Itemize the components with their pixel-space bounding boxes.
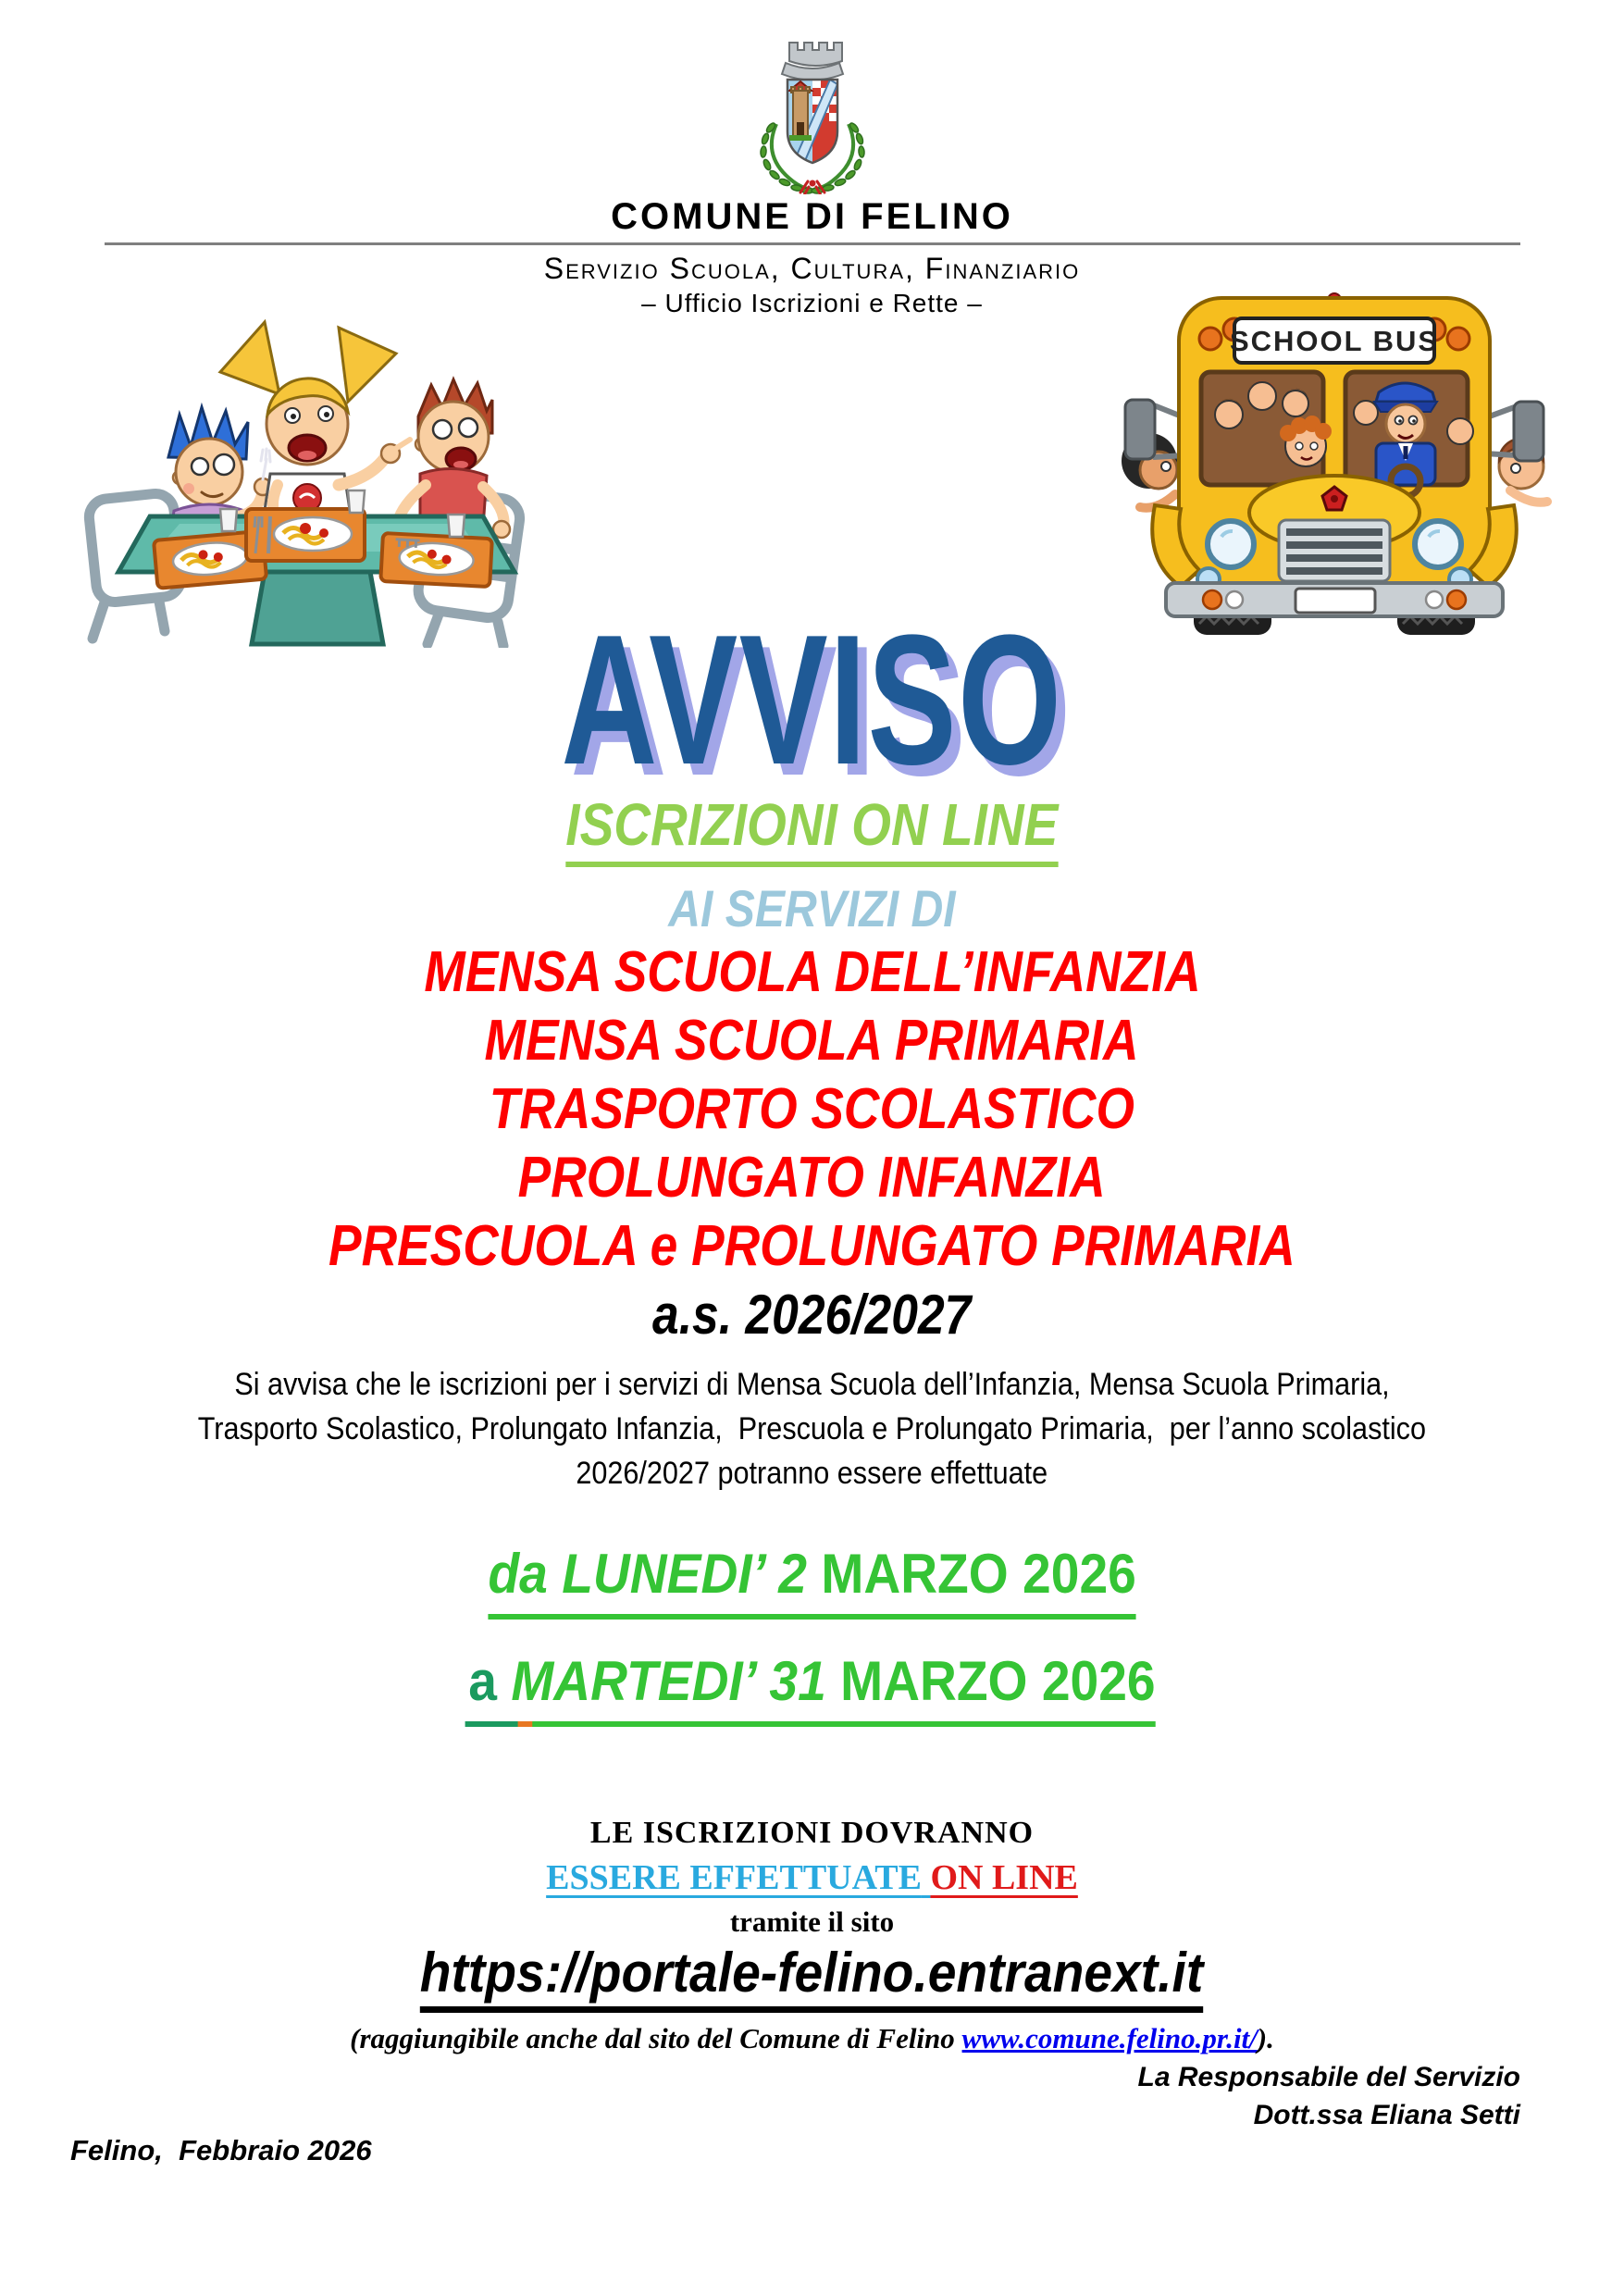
signature-block xyxy=(1138,2058,1520,2134)
header-divider xyxy=(105,242,1520,245)
department-line: Servizio Scuola, Cultura, Finanziario xyxy=(543,252,1081,285)
note-line: (raggiungibile anche dal sito del Comune di Felino www.comune.felino.pr.it/). xyxy=(350,2022,1274,2054)
license-plate xyxy=(1295,589,1375,613)
children-lunch-clipart xyxy=(65,276,540,648)
service-item: MENSA SCUOLA PRIMARIA xyxy=(484,1009,1139,1073)
service-item: MENSA SCUOLA DELL’INFANZIA xyxy=(423,940,1201,1004)
instruction-online-blue: ESSERE EFFETTUATE xyxy=(546,1858,922,1897)
office-line: – Ufficio Iscrizioni e Rette – xyxy=(641,289,983,317)
date-from-text: da LUNEDI’ 2 MARZO 2026 xyxy=(488,1542,1135,1620)
date-to xyxy=(0,1649,1624,1727)
mural-crown xyxy=(782,43,843,81)
felino-coat-of-arms-icon xyxy=(743,35,882,194)
place-date: Felino, Febbraio 2026 xyxy=(70,2134,372,2166)
date-from xyxy=(0,1542,1624,1620)
school-year: a.s. 2026/2027 xyxy=(652,1284,972,1346)
paragraph-line: Si avvisa che le iscrizioni per i servizi di Mensa Scuola dell’Infanzia, Mensa Scuola Primaria, xyxy=(234,1367,1390,1402)
signature-role: La Responsabile del Servizio xyxy=(1137,2062,1520,2092)
grille xyxy=(1279,520,1390,581)
paragraph-line: 2026/2027 potranno essere effettuate xyxy=(576,1456,1048,1491)
notice-title-text: AVVISO xyxy=(561,597,1063,803)
service-item: PRESCUOLA e PROLUNGATO PRIMARIA xyxy=(329,1214,1295,1278)
shield xyxy=(787,80,837,172)
instruction-line3: tramite il sito xyxy=(729,1905,895,1938)
date-to-text: a MARTEDI’ 31 MARZO 2026 xyxy=(468,1649,1155,1727)
portal-url-line xyxy=(0,1941,1624,2013)
school-bus-clipart xyxy=(1097,265,1573,637)
subtitle-services: AI SERVIZI DI xyxy=(668,879,956,937)
instruction-line1: LE ISCRIZIONI DOVRANNO xyxy=(589,1816,1035,1850)
notice-body xyxy=(0,597,1624,2055)
paragraph-line: Trasporto Scolastico, Prolungato Infanzia, Prescuola e Prolungato Primaria, per l’anno scolastico xyxy=(197,1411,1427,1446)
bus-sign xyxy=(1230,318,1439,363)
bumper xyxy=(1166,583,1503,616)
instruction-line2 xyxy=(0,1857,1624,1898)
comune-website-link[interactable]: www.comune.felino.pr.it/ xyxy=(961,2022,1258,2054)
municipality-title: COMUNE DI FELINO xyxy=(611,196,1013,237)
portal-url: https://portale-felino.entranext.it xyxy=(420,1941,1203,2013)
service-item: PROLUNGATO INFANZIA xyxy=(518,1146,1106,1210)
bus-sign-text: SCHOOL BUS xyxy=(1229,325,1440,357)
instruction-online-red: ON LINE xyxy=(930,1858,1078,1897)
service-item: TRASPORTO SCOLASTICO xyxy=(489,1077,1135,1141)
notice-paragraph xyxy=(0,1362,1624,1496)
signature-name: Dott.ssa Eliana Setti xyxy=(1253,2100,1520,2130)
subtitle-online: ISCRIZIONI ON LINE xyxy=(0,790,1624,867)
